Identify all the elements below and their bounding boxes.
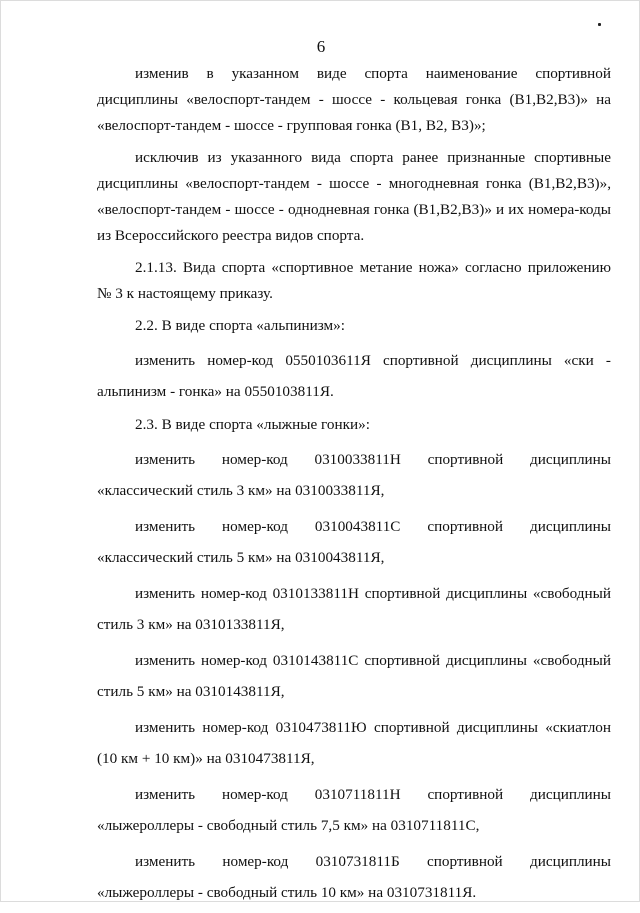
scan-mark [598, 23, 601, 26]
paragraph-ski-classic-3km: изменить номер-код 0310033811Н спортивной дисциплины «классический стиль 3 км» на 0310033811Я, [97, 451, 611, 499]
page-number: 6 [316, 37, 326, 56]
paragraph-rename-discipline: изменив в указанном виде спорта наименование спортивной дисциплины «велоспорт-тандем - шоссе - кольцевая гонка (В1,В2,В3)» на «велоспорт-тандем - шоссе - групповая гонка (В1, В2, В3)»; [97, 65, 611, 134]
paragraph-2-1-13: 2.1.13. Вида спорта «спортивное метание ножа» согласно приложению № 3 к настоящему приказу. [97, 259, 611, 302]
paragraph-2-2-heading: 2.2. В виде спорта «альпинизм»: [135, 317, 345, 334]
paragraph-ski-classic-5km: изменить номер-код 0310043811С спортивной дисциплины «классический стиль 5 км» на 0310043811Я, [97, 518, 611, 566]
paragraph-2-3-heading: 2.3. В виде спорта «лыжные гонки»: [135, 416, 370, 433]
document-body [97, 61, 611, 913]
paragraph-rollerski-7-5km: изменить номер-код 0310711811Н спортивной дисциплины «лыжероллеры - свободный стиль 7,5 км» на 0310711811С, [97, 786, 611, 834]
paragraph-exclude-disciplines: исключив из указанного вида спорта ранее признанные спортивные дисциплины «велоспорт-тандем - шоссе - многодневная гонка (В1,В2,В3)», «велоспорт-тандем - шоссе - однодневная гонка (В1,В2,В3)» и их номера-коды из Всероссийского реестра видов спорта. [97, 149, 611, 244]
paragraph-rollerski-10km: изменить номер-код 0310731811Б спортивной дисциплины «лыжероллеры - свободный стиль 10 км» на 0310731811Я. [97, 853, 611, 901]
paragraph-ski-free-5km: изменить номер-код 0310143811С спортивной дисциплины «свободный стиль 5 км» на 0310143811Я, [97, 652, 611, 700]
paragraph-ski-free-3km: изменить номер-код 0310133811Н спортивной дисциплины «свободный стиль 3 км» на 0310133811Я, [97, 585, 611, 633]
paragraph-alpinism-change: изменить номер-код 0550103611Я спортивной дисциплины «ски - альпинизм - гонка» на 0550103811Я. [97, 352, 611, 400]
paragraph-skiathlon: изменить номер-код 0310473811Ю спортивной дисциплины «скиатлон (10 км + 10 км)» на 0310473811Я, [97, 719, 611, 767]
